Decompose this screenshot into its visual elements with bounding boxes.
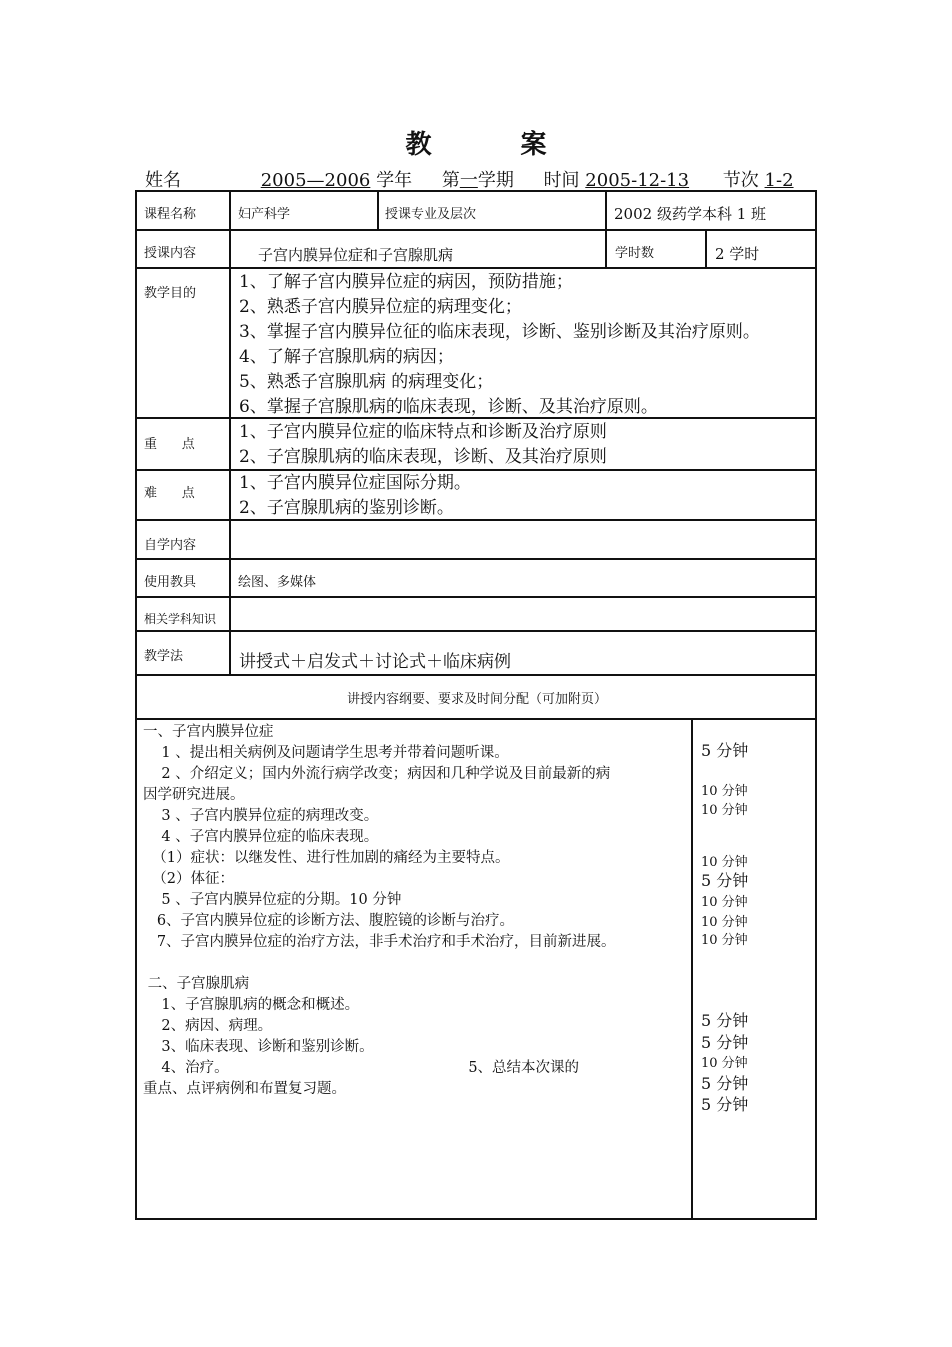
outline-line: （1）症状：以继发性、进行性加剧的痛经为主要特点。 bbox=[143, 850, 510, 866]
session-label: 节次 bbox=[722, 170, 759, 191]
outline-line: 1、子宫腺肌病的概念和概述。 bbox=[143, 997, 360, 1013]
table-border bbox=[229, 190, 231, 674]
tools-label: 使用教具 bbox=[144, 575, 197, 590]
page-title: 教 案 bbox=[405, 130, 587, 160]
time-allocation: 10 分钟 bbox=[701, 855, 748, 870]
table-border bbox=[135, 519, 817, 521]
objectives-label: 教学目的 bbox=[144, 286, 197, 301]
hours-label: 学时数 bbox=[615, 246, 655, 261]
table-border bbox=[377, 190, 379, 229]
term-number: 一 bbox=[459, 170, 478, 191]
tools-value: 绘图、多媒体 bbox=[238, 575, 317, 590]
objective-item: 3、掌握子宫内膜异位征的临床表现，诊断、鉴别诊断及其治疗原则。 bbox=[239, 322, 760, 342]
outline-line: 4 、子宫内膜异位症的临床表现。 bbox=[143, 829, 379, 845]
time-allocation: 5 分钟 bbox=[701, 1095, 749, 1114]
time-allocation: 10 分钟 bbox=[701, 895, 748, 910]
outline-line: （2）体征： bbox=[143, 871, 234, 887]
table-border bbox=[135, 558, 817, 560]
content-value: 子宫内膜异位症和子宫腺肌病 bbox=[258, 246, 454, 264]
time-allocation: 10 分钟 bbox=[701, 803, 748, 818]
outline-line: 2 、介绍定义；国内外流行病学改变；病因和几种学说及目前最新的病 bbox=[143, 766, 611, 782]
time-allocation: 5 分钟 bbox=[701, 1011, 749, 1030]
outline-line bbox=[143, 953, 691, 974]
objective-item: 1、了解子宫内膜异位症的病因，预防措施； bbox=[239, 272, 573, 292]
table-border bbox=[135, 267, 817, 269]
content-label: 授课内容 bbox=[144, 246, 197, 261]
difficult-points-label: 难 点 bbox=[144, 486, 195, 501]
table-border bbox=[135, 718, 817, 720]
outline-line: 因学研究进展。 bbox=[143, 787, 245, 803]
objective-item: 2、熟悉子宫内膜异位症的病理变化； bbox=[239, 297, 522, 317]
header-info-line bbox=[145, 166, 794, 192]
term-prefix: 第 bbox=[441, 170, 460, 191]
time-allocation: 10 分钟 bbox=[701, 784, 748, 799]
objective-item: 4、了解子宫腺肌病的病因； bbox=[239, 347, 454, 367]
time-allocation: 10 分钟 bbox=[701, 933, 748, 948]
time-allocation: 10 分钟 bbox=[701, 915, 748, 930]
outline-body bbox=[143, 722, 691, 1100]
outline-line: 一、子宫内膜异位症 bbox=[143, 724, 274, 740]
table-border bbox=[135, 630, 817, 632]
time-allocation: 5 分钟 bbox=[701, 1033, 749, 1052]
outline-header: 讲授内容纲要、要求及时间分配（可加附页） bbox=[346, 692, 607, 707]
outline-line: 1 、提出相关病例及问题请学生思考并带着问题听课。 bbox=[143, 745, 509, 761]
table-border bbox=[135, 229, 817, 231]
lesson-date: 2005-12-13 bbox=[585, 170, 690, 191]
outline-line: 二、子宫腺肌病 bbox=[143, 976, 250, 992]
school-year-suffix: 学年 bbox=[376, 170, 413, 191]
course-value: 妇产科学 bbox=[238, 207, 291, 222]
self-study-label: 自学内容 bbox=[144, 538, 197, 553]
key-points-label: 重 点 bbox=[144, 437, 195, 452]
objective-item: 6、掌握子宫腺肌病的临床表现，诊断、及其治疗原则。 bbox=[239, 397, 658, 417]
time-allocation: 5 分钟 bbox=[701, 741, 749, 760]
outline-line: 7、子宫内膜异位症的治疗方法，非手术治疗和手术治疗，目前新进展。 bbox=[143, 934, 616, 950]
session-number: 1-2 bbox=[764, 170, 794, 191]
time-allocation: 5 分钟 bbox=[701, 1074, 749, 1093]
teaching-method-label: 教学法 bbox=[144, 649, 184, 664]
teaching-method-value: 讲授式＋启发式＋讨论式＋临床病例 bbox=[239, 652, 511, 672]
major-label: 授课专业及层次 bbox=[385, 207, 477, 222]
outline-line: 4、治疗。 5、总结本次课的 bbox=[143, 1060, 580, 1076]
table-border bbox=[691, 718, 693, 1218]
table-border bbox=[135, 190, 817, 192]
major-value: 2002 级药学本科 1 班 bbox=[614, 205, 767, 223]
time-label: 时间 bbox=[543, 170, 580, 191]
outline-line: 3 、子宫内膜异位症的病理改变。 bbox=[143, 808, 379, 824]
key-point-item: 1、子宫内膜异位症的临床特点和诊断及治疗原则 bbox=[239, 422, 607, 442]
time-allocation: 10 分钟 bbox=[701, 1056, 748, 1071]
name-label: 姓名 bbox=[145, 170, 181, 191]
outline-line: 3、临床表现、诊断和鉴别诊断。 bbox=[143, 1039, 374, 1055]
table-border bbox=[605, 190, 607, 267]
table-border bbox=[705, 229, 707, 267]
outline-line: 2、病因、病理。 bbox=[143, 1018, 273, 1034]
term-suffix: 学期 bbox=[477, 170, 514, 191]
course-label: 课程名称 bbox=[144, 207, 197, 222]
key-point-item: 2、子宫腺肌病的临床表现，诊断、及其治疗原则 bbox=[239, 447, 607, 467]
difficult-point-item: 2、子宫腺肌病的鉴别诊断。 bbox=[239, 498, 454, 518]
table-border bbox=[135, 1218, 817, 1220]
time-allocation: 5 分钟 bbox=[701, 871, 749, 890]
difficult-point-item: 1、子宫内膜异位症国际分期。 bbox=[239, 473, 471, 493]
hours-value: 2 学时 bbox=[715, 245, 760, 263]
school-year: 2005—2006 bbox=[260, 170, 371, 191]
table-border bbox=[135, 596, 817, 598]
objective-item: 5、熟悉子宫腺肌病 的病理变化； bbox=[239, 372, 494, 392]
related-knowledge-label: 相关学科知识 bbox=[144, 612, 217, 626]
outline-line: 重点、点评病例和布置复习题。 bbox=[143, 1081, 346, 1097]
outline-line: 5 、子宫内膜异位症的分期。10 分钟 bbox=[143, 892, 402, 908]
outline-line: 6、子宫内膜异位症的诊断方法、腹腔镜的诊断与治疗。 bbox=[143, 913, 515, 929]
